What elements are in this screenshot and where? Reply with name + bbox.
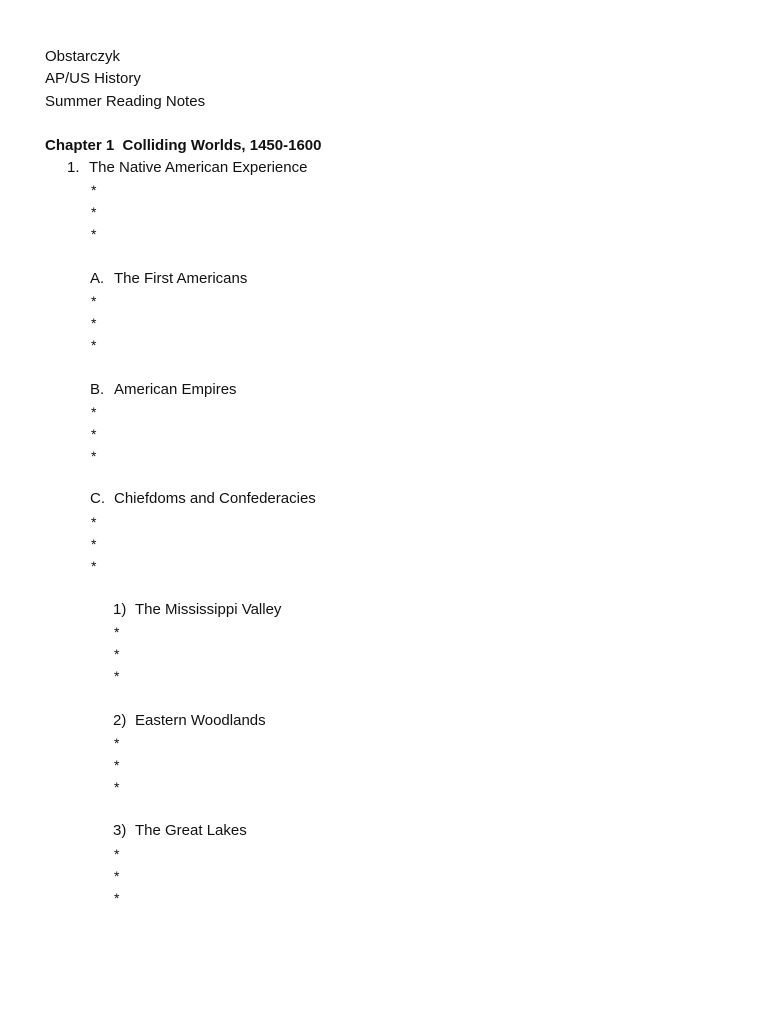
outline-marker: 3) bbox=[113, 822, 127, 839]
chapter-label: Chapter 1 bbox=[45, 137, 115, 154]
bullet-placeholder: * bbox=[114, 646, 120, 662]
outline-title: The Mississippi Valley bbox=[135, 601, 282, 618]
bullet-placeholder: * bbox=[91, 514, 97, 530]
bullet-placeholder: * bbox=[91, 204, 97, 220]
outline-item-2 bbox=[113, 712, 266, 730]
outline-title: The Native American Experience bbox=[89, 159, 308, 176]
outline-marker: 1) bbox=[113, 601, 127, 618]
bullet-placeholder: * bbox=[114, 890, 120, 906]
bullet-placeholder: * bbox=[91, 558, 97, 574]
outline-marker: C. bbox=[90, 490, 105, 507]
outline-section-1 bbox=[67, 159, 307, 177]
outline-title: The Great Lakes bbox=[135, 822, 247, 839]
bullet-placeholder: * bbox=[91, 182, 97, 198]
bullet-placeholder: * bbox=[114, 757, 120, 773]
outline-marker: 2) bbox=[113, 712, 127, 729]
bullet-placeholder: * bbox=[91, 404, 97, 420]
outline-marker: 1. bbox=[67, 159, 80, 176]
bullet-placeholder: * bbox=[91, 536, 97, 552]
outline-subsection-c bbox=[90, 490, 316, 508]
document-subtitle: Summer Reading Notes bbox=[45, 93, 206, 110]
bullet-placeholder: * bbox=[114, 668, 120, 684]
course-name: AP/US History bbox=[45, 70, 141, 87]
outline-subsection-a bbox=[90, 270, 247, 288]
outline-marker: A. bbox=[90, 270, 105, 287]
bullet-placeholder: * bbox=[114, 735, 120, 751]
outline-item-3 bbox=[113, 822, 247, 840]
outline-title: Chiefdoms and Confederacies bbox=[114, 490, 316, 507]
bullet-placeholder: * bbox=[91, 226, 97, 242]
outline-item-1 bbox=[113, 601, 281, 619]
bullet-placeholder: * bbox=[114, 779, 120, 795]
chapter-heading bbox=[45, 137, 321, 155]
outline-title: Eastern Woodlands bbox=[135, 712, 266, 729]
bullet-placeholder: * bbox=[114, 868, 120, 884]
outline-marker: B. bbox=[90, 381, 105, 398]
bullet-placeholder: * bbox=[91, 448, 97, 464]
bullet-placeholder: * bbox=[114, 846, 120, 862]
chapter-title: Colliding Worlds, 1450-1600 bbox=[122, 137, 322, 154]
bullet-placeholder: * bbox=[91, 426, 97, 442]
bullet-placeholder: * bbox=[91, 337, 97, 353]
outline-title: American Empires bbox=[114, 381, 237, 398]
bullet-placeholder: * bbox=[91, 315, 97, 331]
bullet-placeholder: * bbox=[114, 624, 120, 640]
outline-title: The First Americans bbox=[114, 270, 248, 287]
bullet-placeholder: * bbox=[91, 293, 97, 309]
author-name: Obstarczyk bbox=[45, 48, 121, 65]
outline-subsection-b bbox=[90, 381, 237, 399]
